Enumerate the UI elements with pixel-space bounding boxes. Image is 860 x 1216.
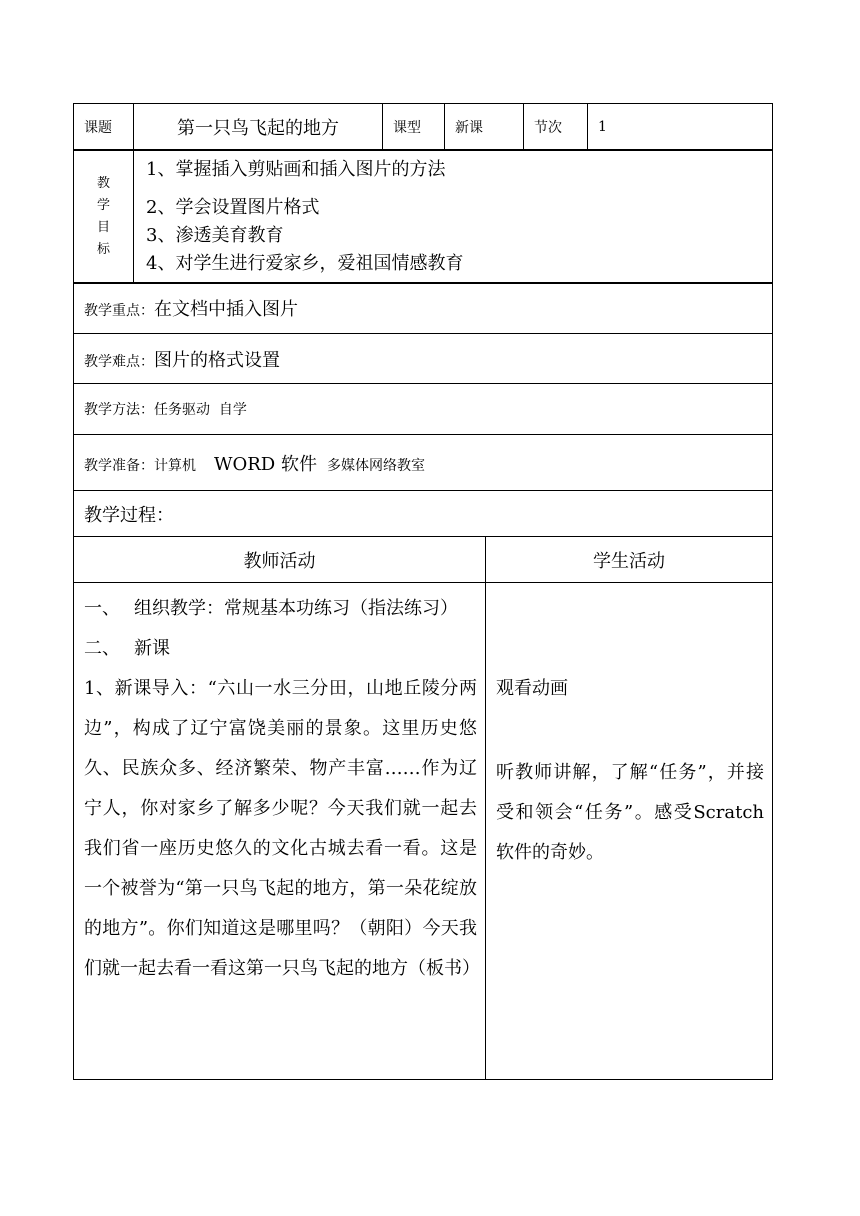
topic-value: 第一只鸟飞起的地方 (134, 104, 383, 151)
preparation-value3: 多媒体网络教室 (326, 457, 425, 474)
goals-label-char: 标 (96, 241, 110, 257)
session-value: 1 (588, 104, 773, 151)
goals-label-char: 学 (96, 197, 110, 213)
type-value: 新课 (445, 104, 524, 151)
difficulty-row (74, 334, 773, 384)
topic-label: 课题 (74, 104, 134, 151)
goal-item: 1、掌握插入剪贴画和插入图片的方法 (146, 159, 446, 180)
session-label: 节次 (524, 104, 588, 151)
line-text: 新课 (134, 638, 170, 659)
type-label: 课型 (383, 104, 445, 151)
difficulty-value: 图片的格式设置 (154, 349, 280, 371)
teacher-line (84, 629, 477, 669)
method-label: 教学方法： (84, 402, 154, 418)
line-number: 二、 (84, 638, 120, 659)
key-point-row (74, 283, 773, 334)
teacher-header: 教师活动 (74, 537, 486, 583)
header-table (73, 103, 773, 151)
line-number: 一、 (84, 598, 120, 619)
goal-item: 3、渗透美育教育 (146, 225, 284, 246)
goal-item: 4、对学生进行爱家乡，爱祖国情感教育 (146, 253, 464, 274)
method-row (74, 384, 773, 435)
goals-label (74, 150, 134, 284)
student-text-2: 听教师讲解，了解“任务”，并接受和领会“任务”。感受Scratch 软件的奇妙。 (496, 762, 764, 863)
info-table (73, 282, 773, 537)
goals-list (134, 150, 773, 284)
key-point-value: 在文档中插入图片 (154, 299, 298, 320)
goals-label-char: 教 (96, 175, 110, 191)
teacher-line (84, 589, 477, 629)
student-activity (486, 583, 773, 1080)
activities-table (73, 536, 773, 1080)
preparation-row (74, 435, 773, 491)
line-text: 组织教学：常规基本功练习（指法练习） (134, 598, 458, 619)
teacher-activity (74, 583, 486, 1080)
key-point-label: 教学重点： (84, 303, 154, 319)
student-header: 学生活动 (486, 537, 773, 583)
goals-label-char: 目 (96, 219, 110, 235)
process-label: 教学过程： (74, 491, 773, 537)
teacher-paragraph: 1、新课导入：“六山一水三分田，山地丘陵分两边”，构成了辽宁富饶美丽的景象。这里历史悠久、民族众多、经济繁荣、物产丰富……作为辽宁人，你对家乡了解多少呢？今天我们就一起去我们省一座历史悠久的文化古城去看一看。这是一个被誉为“第一只鸟飞起的地方，第一朵花绽放的地方”。你们知道这是哪里吗？（朝阳）今天我们就一起去看一看这第一只鸟飞起的地方（板书） (84, 678, 480, 979)
student-text-1: 观看动画 (496, 678, 568, 699)
difficulty-label: 教学难点： (84, 353, 154, 370)
method-value: 任务驱动 自学 (154, 402, 247, 418)
preparation-label: 教学准备： (84, 457, 154, 474)
preparation-value1: 计算机 (154, 457, 196, 474)
goal-item: 2、学会设置图片格式 (146, 197, 320, 218)
goals-table (73, 149, 773, 284)
preparation-value2: WORD 软件 (214, 453, 317, 475)
